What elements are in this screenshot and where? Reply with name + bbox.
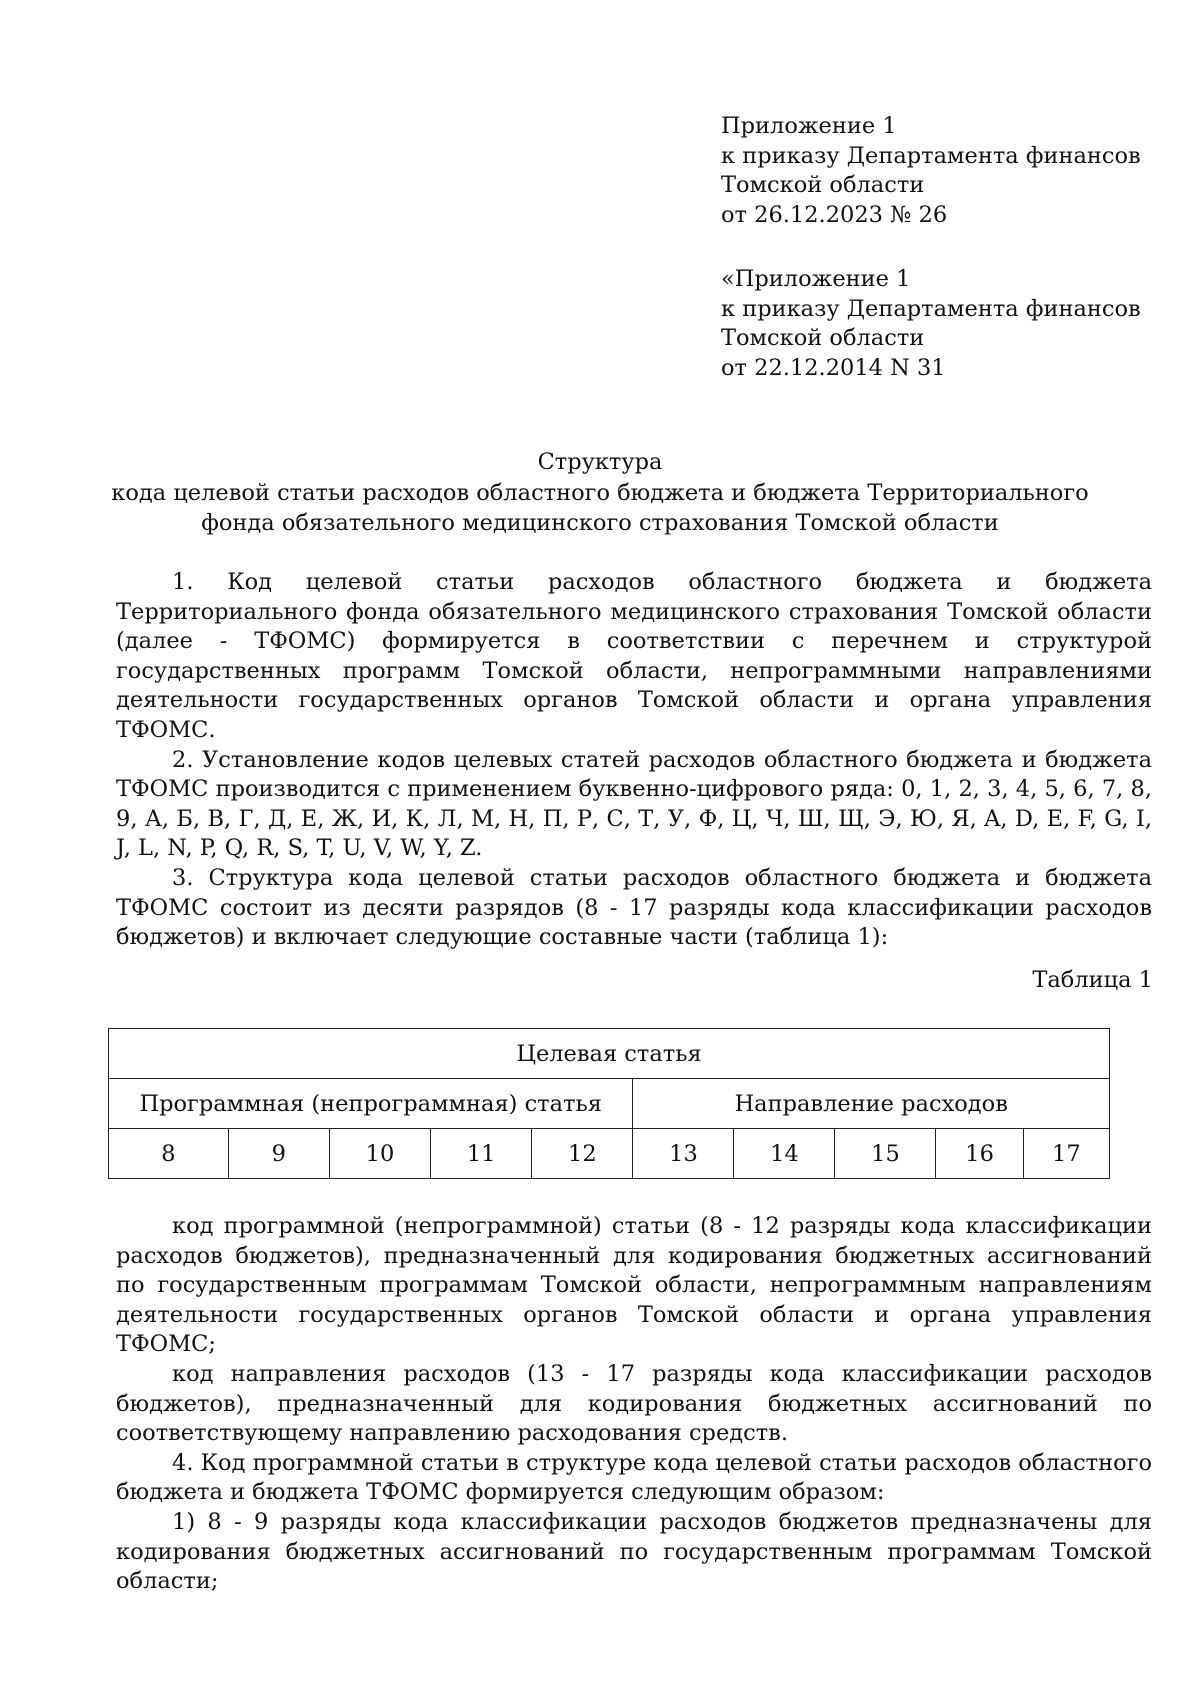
digit-cell: 15 bbox=[835, 1129, 936, 1179]
appendix-line: Томской области bbox=[721, 325, 925, 352]
title-line: фонда обязательного медицинского страхования Томской области bbox=[201, 510, 999, 536]
digit-cell: 9 bbox=[228, 1129, 329, 1179]
appendix-line: от 22.12.2014 N 31 bbox=[721, 354, 946, 381]
title-line: кода целевой статьи расходов областного бюджета и бюджета Территориального bbox=[111, 479, 1089, 506]
digit-cell: 8 bbox=[109, 1129, 229, 1179]
paragraph: 4. Код программной статьи в структуре кода целевой статьи расходов областного бюджета и бюджета ТФОМС формируется следующим образом: bbox=[116, 1449, 1152, 1506]
appendix-line: Томской области bbox=[721, 172, 925, 199]
table-group-direction: Направление расходов bbox=[633, 1079, 1110, 1129]
appendix-line: от 26.12.2023 № 26 bbox=[721, 201, 948, 228]
digit-cell: 11 bbox=[431, 1129, 532, 1179]
document-title bbox=[0, 447, 1200, 539]
table-group-program: Программная (непрограммная) статья bbox=[109, 1079, 633, 1129]
code-structure-table bbox=[108, 1028, 1110, 1179]
appendix-line: Приложение 1 bbox=[721, 113, 897, 139]
appendix-line: к приказу Департамента финансов bbox=[721, 295, 1141, 322]
paragraph: 2. Установление кодов целевых статей расходов областного бюджета и бюджета ТФОМС производится с применением буквенно-цифрового ряда: 0, 1, 2, 3, 4, 5, 6, 7, 8, 9, А, Б, В, Г, Д, Е, Ж, И, К, Л, М, Н, П, Р, С, Т, У, Ф, Ц, Ч, Ш, Щ, Э, Ю, Я, A, D, E, F, G, I, J, L, N, P, Q, R, S, T, U, V, W, Y, Z. bbox=[116, 746, 1152, 862]
digit-cell: 14 bbox=[734, 1129, 835, 1179]
digit-cell: 13 bbox=[633, 1129, 734, 1179]
body-text-bottom bbox=[116, 1212, 1152, 1597]
paragraph: 1) 8 - 9 разряды кода классификации расходов бюджетов предназначены для кодирования бюджетных ассигнований по государственным программам Томской области; bbox=[116, 1508, 1152, 1595]
appendix-line: «Приложение 1 bbox=[721, 266, 911, 292]
digit-cell: 10 bbox=[329, 1129, 430, 1179]
paragraph: 1. Код целевой статьи расходов областного бюджета и бюджета Территориального фонда обязательного медицинского страхования Томской области (далее - ТФОМС) формируется в соответствии с перечнем и структурой государственных программ Томской области, непрограммными направлениями деятельности государственных органов Томской области и органа управления ТФОМС. bbox=[116, 569, 1152, 743]
table-caption: Таблица 1 bbox=[1032, 967, 1153, 993]
appendix-header-original bbox=[721, 265, 1141, 383]
digit-cell: 12 bbox=[532, 1129, 633, 1179]
paragraph: 3. Структура кода целевой статьи расходов областного бюджета и бюджета ТФОМС состоит из десяти разрядов (8 - 17 разряды кода классификации расходов бюджетов) и включает следующие составные части (таблица 1): bbox=[116, 864, 1152, 951]
body-text-top bbox=[116, 568, 1152, 953]
appendix-line: к приказу Департамента финансов bbox=[721, 142, 1141, 169]
appendix-header-current bbox=[721, 112, 1141, 230]
digit-cell: 16 bbox=[936, 1129, 1023, 1179]
title-line: Структура bbox=[537, 449, 663, 475]
table-header-cell: Целевая статья bbox=[109, 1029, 1110, 1079]
paragraph: код программной (непрограммной) статьи (8 - 12 разряды кода классификации расходов бюджетов), предназначенный для кодирования бюджетных ассигнований по государственным программам Томской области, непрограммным направлениям деятельности государственных органов Томской области и органа управления ТФОМС; bbox=[116, 1213, 1152, 1358]
paragraph: код направления расходов (13 - 17 разряды кода классификации расходов бюджетов), предназначенный для кодирования бюджетных ассигнований по соответствующему направлению расходования средств. bbox=[116, 1360, 1152, 1447]
digit-cell: 17 bbox=[1023, 1129, 1109, 1179]
